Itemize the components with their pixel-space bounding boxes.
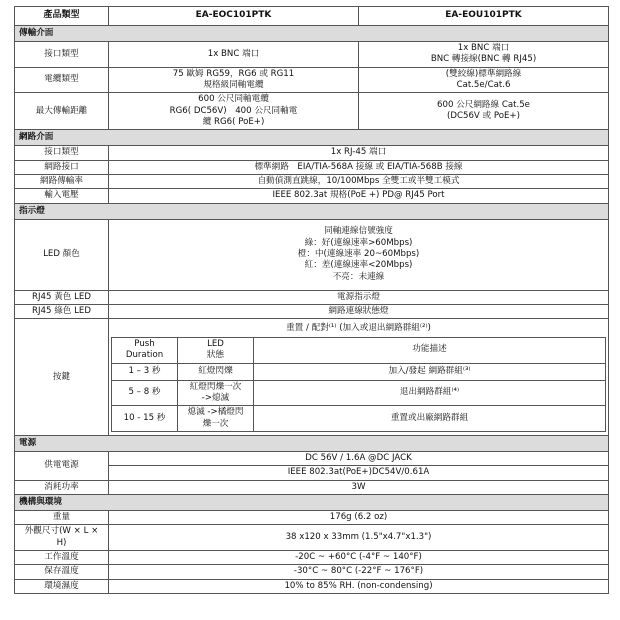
row-dimensions xyxy=(15,525,609,551)
row-label: 供電電源 xyxy=(15,451,109,480)
shared-value: DC 56V / 1.6A @DC JACK xyxy=(109,451,609,465)
section-title: 網路介面 xyxy=(15,130,609,146)
shared-value: 網路連線狀態燈 xyxy=(109,305,609,319)
button-caption: 重置 / 配對⁽¹⁾ (加入或退出網路群組⁽²⁾) xyxy=(286,323,431,334)
row-transmission-interface xyxy=(15,42,609,68)
section-title: 機構與環境 xyxy=(15,494,609,510)
row-label: 電纜類型 xyxy=(15,67,109,93)
row-rj45-yellow-led xyxy=(15,290,609,304)
function-column-header: 功能描述 xyxy=(254,337,606,363)
shared-value: 10% to 85% RH. (non-condensing) xyxy=(109,579,609,593)
row-cable-type xyxy=(15,67,609,93)
section-network xyxy=(15,130,609,146)
section-indicators xyxy=(15,203,609,219)
led-column-header: LED 狀態 xyxy=(178,337,254,363)
row-label: 網路傳輸率 xyxy=(15,175,109,189)
button-table-row xyxy=(112,380,606,406)
section-transmission xyxy=(15,26,609,42)
spec-table xyxy=(14,6,609,594)
section-power xyxy=(15,435,609,451)
row-network-interface xyxy=(15,146,609,160)
row-label: 輸入電壓 xyxy=(15,189,109,203)
shared-value: IEEE 802.3at 規格(PoE +) PD@ RJ45 Port xyxy=(109,189,609,203)
button-table-header xyxy=(112,337,606,363)
shared-value: 電源指示燈 xyxy=(109,290,609,304)
model-a-value: 600 公尺同軸電纜 RG6( DC56V) 400 公尺同軸電 纜 RG6( PoE+) xyxy=(109,93,359,130)
row-power-consumption xyxy=(15,480,609,494)
row-rj45-green-led xyxy=(15,305,609,319)
model-a-heading: EA-EOC101PTK xyxy=(109,7,359,26)
function-cell: 重置或出廠網路群組 xyxy=(254,406,606,432)
row-label: RJ45 綠色 LED xyxy=(15,305,109,319)
header-row xyxy=(15,7,609,26)
section-mechanical xyxy=(15,494,609,510)
shared-value: 1x RJ-45 端口 xyxy=(109,146,609,160)
row-power-supply-a xyxy=(15,451,609,465)
function-cell: 加入/發起 網路群組⁽³⁾ xyxy=(254,363,606,380)
led-state-cell: 熄滅 ->橘燈閃 爍一次 xyxy=(178,406,254,432)
duration-cell: 5 – 8 秒 xyxy=(112,380,178,406)
row-max-distance xyxy=(15,93,609,130)
row-label: 工作溫度 xyxy=(15,550,109,564)
shared-value: -30°C ~ 80°C (-22°F ~ 176°F) xyxy=(109,565,609,579)
model-a-value: 1x BNC 端口 xyxy=(109,42,359,68)
shared-value: 自動偵測直跳線，10/100Mbps 全雙工或半雙工模式 xyxy=(109,175,609,189)
duration-cell: 1 – 3 秒 xyxy=(112,363,178,380)
row-label: 重量 xyxy=(15,510,109,524)
led-state-cell: 紅燈閃爍 xyxy=(178,363,254,380)
model-b-heading: EA-EOU101PTK xyxy=(359,7,609,26)
row-label: 接口類型 xyxy=(15,146,109,160)
row-operating-temp xyxy=(15,550,609,564)
row-label: 按鍵 xyxy=(15,319,109,435)
duration-cell: 10 - 15 秒 xyxy=(112,406,178,432)
model-b-value: (雙絞線)標準網路線 Cat.5e/Cat.6 xyxy=(359,67,609,93)
row-network-rate xyxy=(15,175,609,189)
row-label: 最大傳輸距離 xyxy=(15,93,109,130)
model-b-value: 1x BNC 端口 BNC 轉接線(BNC 轉 RJ45) xyxy=(359,42,609,68)
row-label: 外觀尺寸(W × L × H) xyxy=(15,525,109,551)
shared-value: 176g (6.2 oz) xyxy=(109,510,609,524)
shared-value: 標準網路 EIA/TIA-568A 接線 或 EIA/TIA-568B 接線 xyxy=(109,160,609,174)
button-function-table xyxy=(111,337,606,432)
row-humidity xyxy=(15,579,609,593)
function-cell: 退出網路群組⁽⁴⁾ xyxy=(254,380,606,406)
duration-column-header: Push Duration xyxy=(112,337,178,363)
header-label: 產品類型 xyxy=(15,7,109,26)
row-weight xyxy=(15,510,609,524)
shared-value: 38 x120 x 33mm (1.5"x4.7"x1.3") xyxy=(109,525,609,551)
led-state-cell: 紅燈閃爍一次 ->熄滅 xyxy=(178,380,254,406)
spec-sheet xyxy=(14,6,608,594)
row-label: 網路接口 xyxy=(15,160,109,174)
shared-value: IEEE 802.3at(PoE+)DC54V/0.61A xyxy=(109,466,609,480)
button-table-row xyxy=(112,363,606,380)
row-input-voltage xyxy=(15,189,609,203)
row-storage-temp xyxy=(15,565,609,579)
row-label: 消耗功率 xyxy=(15,480,109,494)
row-label: 接口類型 xyxy=(15,42,109,68)
model-a-value: 75 歐姆 RG59，RG6 或 RG11 規格級同軸電纜 xyxy=(109,67,359,93)
row-label: LED 顏色 xyxy=(15,219,109,290)
row-label: 保存溫度 xyxy=(15,565,109,579)
button-description xyxy=(109,319,609,435)
section-title: 指示燈 xyxy=(15,203,609,219)
row-label: 環境濕度 xyxy=(15,579,109,593)
row-label: RJ45 黃色 LED xyxy=(15,290,109,304)
shared-value: -20C ~ +60°C (-4°F ~ 140°F) xyxy=(109,550,609,564)
row-led-color xyxy=(15,219,609,290)
button-table-row xyxy=(112,406,606,432)
row-network-port xyxy=(15,160,609,174)
model-b-value: 600 公尺網路線 Cat.5e (DC56V 或 PoE+) xyxy=(359,93,609,130)
section-title: 電源 xyxy=(15,435,609,451)
led-color-description: 同軸連線信號強度 綠：好(連線速率>60Mbps) 橙：中(連線速率 20~60Mbps) 紅：差(連線速率<20Mbps) 不亮：未連線 xyxy=(109,219,609,290)
row-button xyxy=(15,319,609,435)
shared-value: 3W xyxy=(109,480,609,494)
section-title: 傳輸介面 xyxy=(15,26,609,42)
